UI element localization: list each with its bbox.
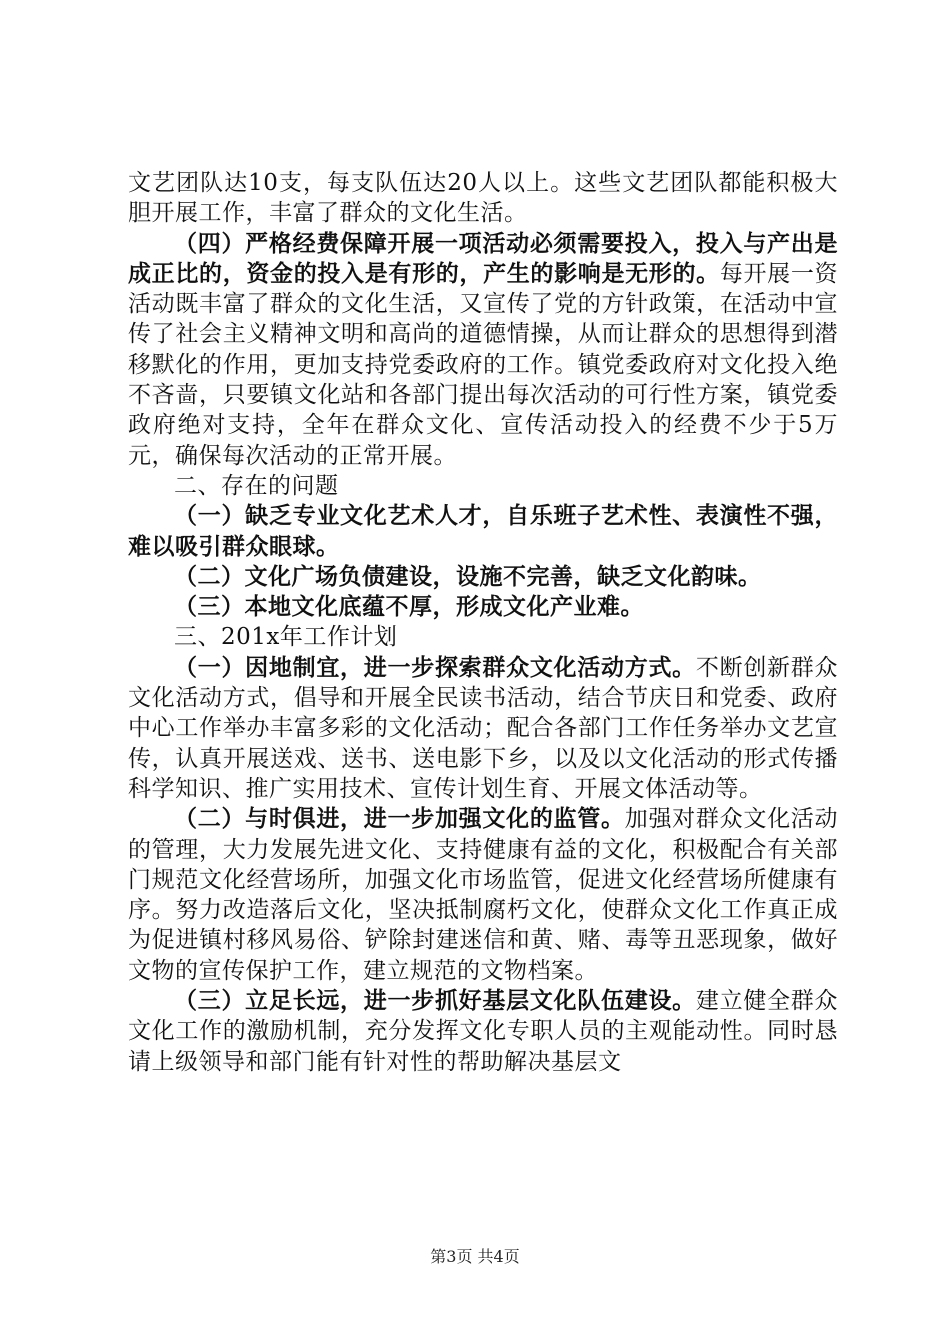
paragraph-troupes: 文艺团队达10支，每支队伍达20人以上。这些文艺团队都能积极大胆开展工作，丰富了群众的文化生活。 (128, 170, 838, 227)
section-heading-plan: 三、201x年工作计划 (174, 624, 398, 651)
plan-2-heading: （二）与时俱进，进一步加强文化的监管。 (174, 806, 625, 833)
heading-funding: （四）严格经费保障开展一项活动必须需要投入，投入与产出是成正比的，资金的投入是有形的，产生的影响是无形的。 (128, 230, 838, 287)
plan-2 (128, 804, 838, 986)
plan-3-heading: （三）立足长远，进一步抓好基层文化队伍建设。 (174, 988, 696, 1015)
document-body (128, 168, 838, 1077)
problem-3: （三）本地文化底蕴不厚，形成文化产业难。 (174, 594, 644, 621)
plan-1 (128, 653, 838, 804)
plan-1-heading: （一）因地制宜，进一步探索群众文化活动方式。 (174, 654, 696, 681)
section-heading-problems: 二、存在的问题 (174, 472, 339, 499)
paragraph-funding (128, 229, 838, 471)
page-number-footer: 第3页 共4页 (430, 1247, 520, 1266)
plan-2-text: 加强对群众文化活动的管理，大力发展先进文化、支持健康有益的文化，积极配合有关部门规范文化经营场所，加强文化市场监管，促进文化经营场所健康有序。努力改造落后文化，坚决抵制腐朽文化，使群众文化工作真正成为促进镇村移风易俗、铲除封建迷信和黄、赌、毒等丑恶现象，做好文物的宣传保护工作，建立规范的文物档案。 (128, 806, 839, 984)
plan-1-text: 不断创新群众文化活动方式，倡导和开展全民读书活动，结合节庆日和党委、政府中心工作举办丰富多彩的文化活动；配合各部门工作任务举办文艺宣传，认真开展送戏、送书、送电影下乡，以及以文化活动的形式传播科学知识、推广实用技术、宣传计划生育、开展文体活动等。 (128, 654, 839, 802)
problem-2: （二）文化广场负债建设，设施不完善，缺乏文化韵味。 (174, 563, 762, 590)
plan-3 (128, 986, 838, 1077)
problem-1: （一）缺乏专业文化艺术人才，自乐班子艺术性、表演性不强，难以吸引群众眼球。 (128, 503, 838, 560)
paragraph-funding-text: 每开展一资活动既丰富了群众的文化生活，又宣传了党的方针政策，在活动中宣传了社会主义精神文明和高尚的道德情操，从而让群众的思想得到潜移默化的作用，更加支持党委政府的工作。镇党委政府对文化投入绝不吝啬，只要镇文化站和各部门提出每次活动的可行性方案，镇党委政府绝对支持，全年在群众文化、宣传活动投入的经费不少于5万元，确保每次活动的正常开展。 (128, 260, 839, 469)
plan-3-text: 建立健全群众文化工作的激励机制，充分发挥文化专职人员的主观能动性。同时恳请上级领导和部门能有针对性的帮助解决基层文 (128, 988, 839, 1075)
